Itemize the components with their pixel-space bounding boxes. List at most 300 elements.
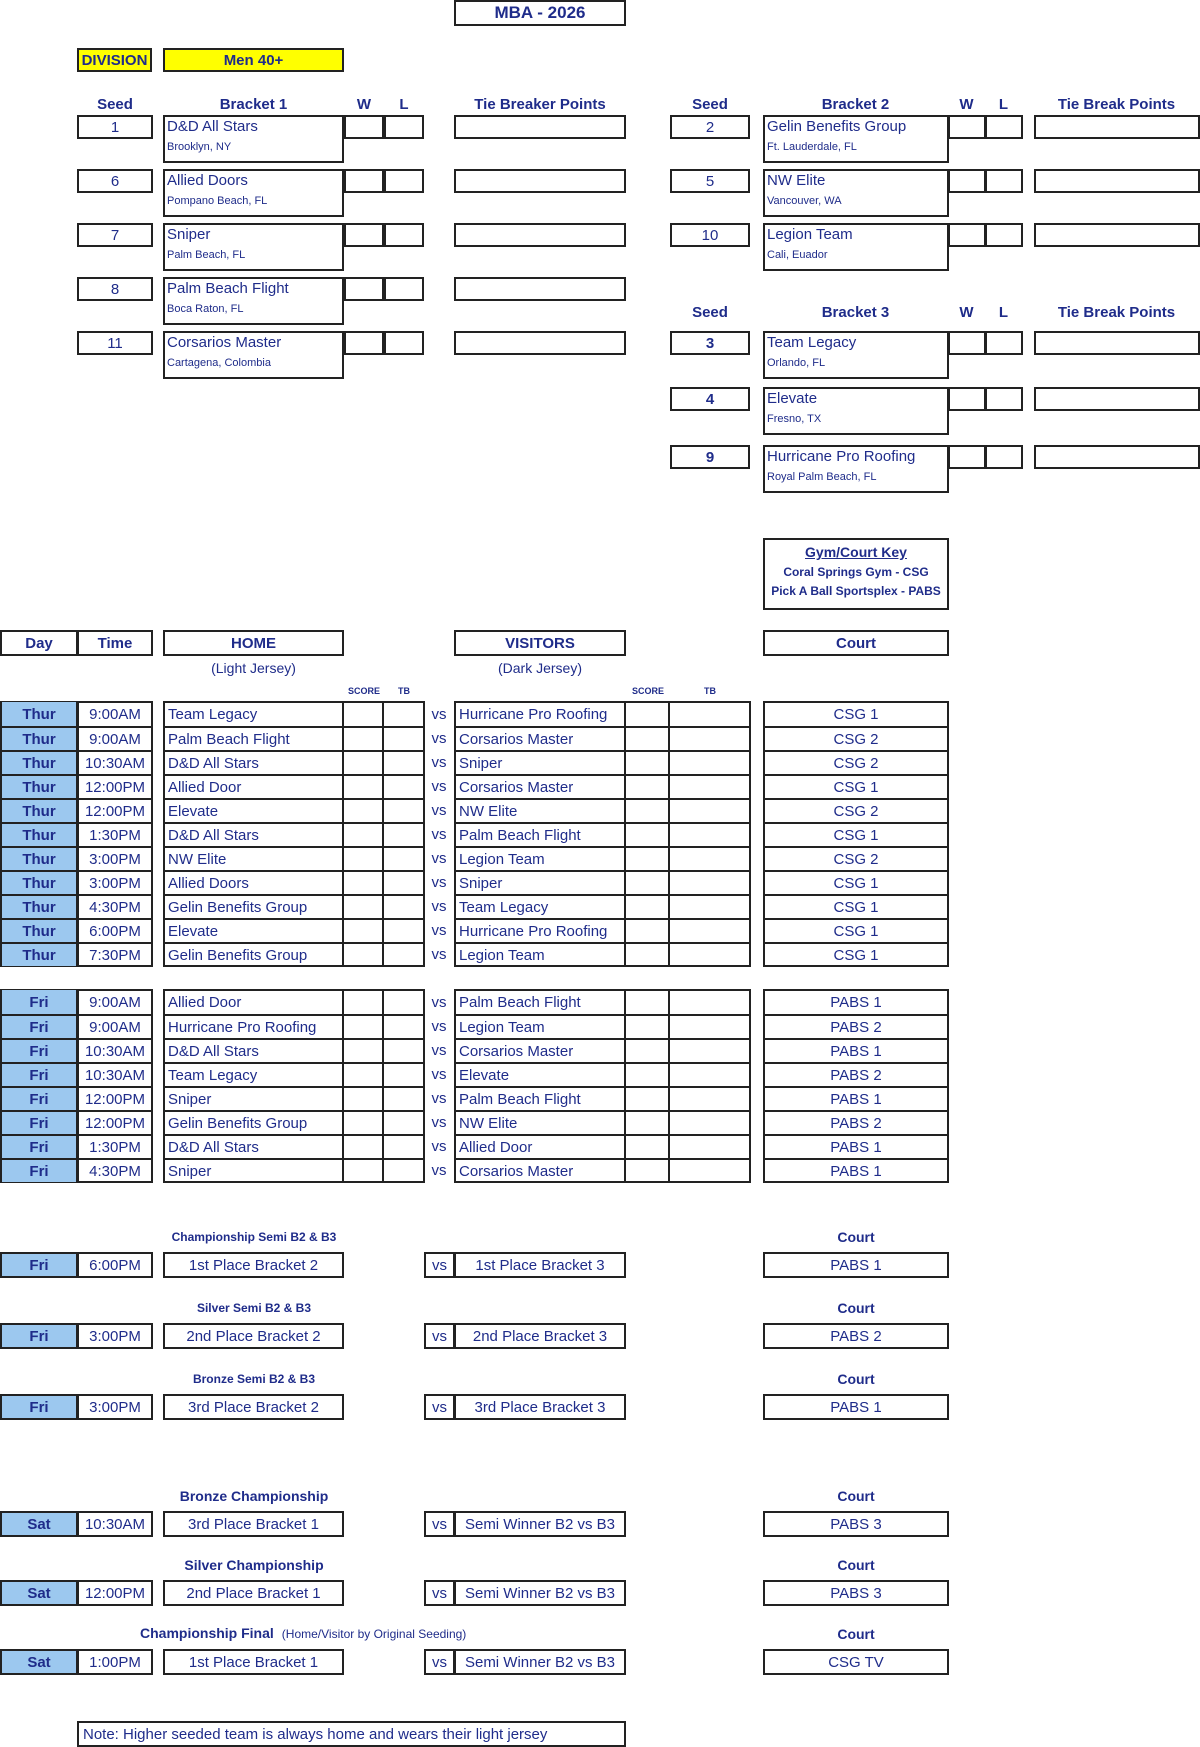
bracket3-name-header: Bracket 3	[821, 304, 890, 321]
bracket3-tie-header: Tie Break Points	[1057, 304, 1176, 321]
home-tb-input[interactable]	[382, 1134, 423, 1158]
playoff-day: Fri	[0, 1323, 78, 1349]
visitor-team: Hurricane Pro Roofing	[456, 918, 624, 942]
playoff-time: 6:00PM	[77, 1252, 153, 1278]
bracket3-seed-header: Seed	[692, 304, 728, 321]
vs-label: vs	[431, 1161, 447, 1179]
vs-label: vs	[431, 873, 447, 891]
team-cell	[163, 115, 344, 163]
vs-label: vs	[424, 1649, 455, 1675]
visitor-tb-input[interactable]	[668, 942, 749, 966]
home-score-input[interactable]	[342, 990, 384, 1014]
visitor-tb-input[interactable]	[668, 846, 749, 870]
wins-input[interactable]	[948, 331, 986, 355]
losses-input[interactable]	[985, 387, 1023, 411]
game-court: CSG 2	[765, 726, 947, 750]
game-day: Thur	[2, 870, 76, 894]
game-day: Thur	[2, 726, 76, 750]
home-team: Elevate	[165, 918, 344, 942]
playoff-title-group	[140, 1625, 580, 1643]
home-tb-input[interactable]	[382, 774, 423, 798]
playoff-court: PABS 2	[763, 1323, 949, 1349]
team-cell	[763, 445, 949, 493]
playoff-title: Silver Semi B2 & B3	[196, 1301, 312, 1315]
visitor-score-input[interactable]	[624, 1038, 670, 1062]
game-court: PABS 1	[765, 1038, 947, 1062]
tie-break-points-input[interactable]	[454, 331, 626, 355]
visitor-tb-input[interactable]	[668, 1062, 749, 1086]
game-day: Thur	[2, 798, 76, 822]
visitor-score-input[interactable]	[624, 846, 670, 870]
team-name: Team Legacy	[767, 334, 857, 351]
playoff-court: PABS 3	[763, 1511, 949, 1537]
team-location: Fresno, TX	[767, 413, 822, 425]
visitor-tb-input[interactable]	[668, 1134, 749, 1158]
playoff-day: Fri	[0, 1252, 78, 1278]
team-cell	[163, 331, 344, 379]
home-score-input[interactable]	[342, 894, 384, 918]
home-score-input[interactable]	[342, 702, 384, 726]
playoff-court-label: Court	[837, 1229, 875, 1245]
playoff-day: Sat	[0, 1511, 78, 1537]
team-cell	[763, 387, 949, 435]
home-tb-input[interactable]	[382, 1062, 423, 1086]
team-name: NW Elite	[767, 172, 826, 189]
visitor-tb-input[interactable]	[668, 1014, 749, 1038]
vs-label: vs	[431, 993, 447, 1011]
team-location: Boca Raton, FL	[167, 303, 244, 315]
wins-input[interactable]	[948, 445, 986, 469]
game-day: Fri	[2, 1158, 76, 1182]
seed-cell: 7	[77, 223, 153, 247]
team-cell	[163, 223, 344, 271]
playoff-home: 3rd Place Bracket 2	[163, 1394, 344, 1420]
team-location: Ft. Lauderdale, FL	[767, 141, 857, 153]
home-score-input[interactable]	[342, 1062, 384, 1086]
game-time: 1:30PM	[79, 1134, 151, 1158]
visitor-team: Elevate	[456, 1062, 624, 1086]
team-location: Palm Beach, FL	[167, 249, 246, 261]
team-name: Hurricane Pro Roofing	[767, 448, 916, 465]
team-cell	[163, 277, 344, 325]
visitor-score-input[interactable]	[624, 990, 670, 1014]
home-tb-input[interactable]	[382, 942, 423, 966]
vs-label: vs	[431, 897, 447, 915]
game-court: CSG 2	[765, 750, 947, 774]
home-score-input[interactable]	[342, 846, 384, 870]
game-court: CSG 1	[833, 705, 879, 723]
playoff-home: 3rd Place Bracket 1	[163, 1511, 344, 1537]
visitor-score-input[interactable]	[624, 870, 670, 894]
wins-input[interactable]	[948, 387, 986, 411]
playoff-visitor: Semi Winner B2 vs B3	[454, 1511, 626, 1537]
losses-input[interactable]	[384, 169, 424, 193]
game-day: Fri	[2, 1110, 76, 1134]
court-key-line-csg: Coral Springs Gym - CSG	[783, 565, 929, 579]
game-time: 12:00PM	[79, 798, 151, 822]
team-name: Legion Team	[767, 226, 853, 243]
visitor-tb-input[interactable]	[668, 1086, 749, 1110]
team-location: Cartagena, Colombia	[167, 357, 271, 369]
team-location: Pompano Beach, FL	[167, 195, 268, 207]
game-day: Fri	[2, 1038, 76, 1062]
wins-input[interactable]	[948, 115, 986, 139]
visitor-score-input[interactable]	[624, 1110, 670, 1134]
home-team: Gelin Benefits Group	[165, 1110, 344, 1134]
playoff-day: Fri	[0, 1394, 78, 1420]
visitor-tb-input[interactable]	[668, 990, 749, 1014]
game-time: 10:30AM	[79, 1062, 151, 1086]
home-tb-input[interactable]	[382, 870, 423, 894]
seed-cell: 4	[670, 387, 750, 411]
bracket3-l-header: L	[998, 304, 1009, 321]
home-team: Team Legacy	[168, 705, 258, 723]
visitor-tb-input[interactable]	[668, 822, 749, 846]
home-tb-input[interactable]	[382, 750, 423, 774]
vs-label: vs	[424, 1580, 455, 1606]
home-score-input[interactable]	[342, 918, 384, 942]
vs-label: vs	[431, 1137, 447, 1155]
playoff-visitor: 2nd Place Bracket 3	[454, 1323, 626, 1349]
team-location: Vancouver, WA	[767, 195, 842, 207]
losses-input[interactable]	[985, 169, 1023, 193]
visitor-score-header: SCORE	[631, 686, 664, 696]
playoff-visitor: 3rd Place Bracket 3	[454, 1394, 626, 1420]
playoff-time: 10:30AM	[77, 1511, 153, 1537]
visitor-tb-input[interactable]	[668, 774, 749, 798]
playoff-title: Championship Final	[140, 1625, 274, 1641]
losses-input[interactable]	[384, 277, 424, 301]
home-score-input[interactable]	[342, 1038, 384, 1062]
game-time: 4:30PM	[79, 894, 151, 918]
game-court: CSG 2	[765, 846, 947, 870]
home-tb-input[interactable]	[382, 1014, 423, 1038]
playoff-court-label: Court	[837, 1557, 875, 1573]
vs-label: vs	[431, 921, 447, 939]
playoff-time: 3:00PM	[77, 1394, 153, 1420]
bracket1-seed-header: Seed	[97, 96, 133, 113]
losses-input[interactable]	[384, 331, 424, 355]
losses-input[interactable]	[985, 223, 1023, 247]
vs-label: vs	[431, 753, 447, 771]
game-court: CSG 1	[765, 918, 947, 942]
tie-break-points-input[interactable]	[454, 277, 626, 301]
playoff-time: 1:00PM	[77, 1649, 153, 1675]
vs-label: vs	[424, 1394, 455, 1420]
seed-cell: 10	[670, 223, 750, 247]
visitor-score-input[interactable]	[624, 774, 670, 798]
losses-input[interactable]	[384, 223, 424, 247]
home-jersey-note: (Light Jersey)	[211, 660, 296, 676]
visitor-team: Corsarios Master	[456, 774, 624, 798]
visitor-tb-input[interactable]	[668, 726, 749, 750]
game-court: CSG 1	[765, 822, 947, 846]
team-name: Palm Beach Flight	[167, 280, 289, 297]
vs-label: vs	[431, 1113, 447, 1131]
visitor-score-input[interactable]	[624, 942, 670, 966]
visitor-team: Sniper	[456, 750, 624, 774]
bracket2-tie-header: Tie Break Points	[1057, 96, 1176, 113]
visitor-tb-input[interactable]	[668, 750, 749, 774]
home-score-input[interactable]	[342, 1134, 384, 1158]
visitor-score-input[interactable]	[624, 1014, 670, 1038]
playoff-time: 3:00PM	[77, 1323, 153, 1349]
visitor-tb-input[interactable]	[668, 870, 749, 894]
visitor-team: NW Elite	[456, 798, 624, 822]
visitor-score-input[interactable]	[624, 726, 670, 750]
game-court: CSG 1	[765, 942, 947, 966]
wins-input[interactable]	[344, 115, 384, 139]
home-team: Gelin Benefits Group	[165, 942, 344, 966]
game-court: PABS 1	[830, 993, 882, 1011]
team-cell	[763, 223, 949, 271]
vs-label: vs	[431, 1089, 447, 1107]
home-tb-input[interactable]	[382, 990, 423, 1014]
vs-label: vs	[431, 825, 447, 843]
team-name: Corsarios Master	[167, 334, 282, 351]
visitor-score-input[interactable]	[624, 1158, 670, 1182]
team-name: Allied Doors	[167, 172, 248, 189]
game-day: Thur	[2, 942, 76, 966]
home-tb-header: TB	[398, 686, 410, 696]
visitor-team: Legion Team	[456, 846, 624, 870]
home-team: Palm Beach Flight	[165, 726, 344, 750]
home-tb-input[interactable]	[382, 918, 423, 942]
visitor-team: Corsarios Master	[456, 726, 624, 750]
vs-label: vs	[424, 1511, 455, 1537]
home-score-input[interactable]	[342, 798, 384, 822]
game-day: Fri	[2, 990, 76, 1014]
schedule-home-header: HOME	[163, 630, 344, 656]
visitor-team: NW Elite	[456, 1110, 624, 1134]
losses-input[interactable]	[384, 115, 424, 139]
visitor-score-input[interactable]	[624, 750, 670, 774]
home-tb-input[interactable]	[382, 798, 423, 822]
visitor-tb-input[interactable]	[668, 894, 749, 918]
visitor-team: Sniper	[456, 870, 624, 894]
vs-label: vs	[431, 1017, 447, 1035]
game-day: Thur	[2, 822, 76, 846]
game-court: PABS 2	[765, 1062, 947, 1086]
team-cell	[163, 169, 344, 217]
court-key-line-pabs: Pick A Ball Sportsplex - PABS	[771, 584, 941, 598]
visitor-team: Palm Beach Flight	[456, 1086, 624, 1110]
home-score-input[interactable]	[342, 822, 384, 846]
playoff-visitor: Semi Winner B2 vs B3	[454, 1649, 626, 1675]
home-team: Sniper	[165, 1086, 344, 1110]
footer-note: Note: Higher seeded team is always home and wears their light jersey	[77, 1721, 626, 1747]
tie-break-points-input[interactable]	[1034, 169, 1200, 193]
home-team: Elevate	[165, 798, 344, 822]
game-time: 6:00PM	[79, 918, 151, 942]
game-court: PABS 1	[765, 1134, 947, 1158]
bracket1-l-header: L	[399, 96, 409, 113]
visitor-tb-input[interactable]	[668, 1158, 749, 1182]
home-score-input[interactable]	[342, 1158, 384, 1182]
visitor-score-input[interactable]	[624, 798, 670, 822]
vs-label: vs	[431, 1041, 447, 1059]
visitor-team: Allied Door	[456, 1134, 624, 1158]
game-day: Fri	[2, 1062, 76, 1086]
game-court: CSG 2	[765, 798, 947, 822]
visitor-score-input[interactable]	[624, 1134, 670, 1158]
page-title: MBA - 2026	[454, 0, 626, 26]
visitor-tb-input[interactable]	[668, 702, 749, 726]
game-time: 10:30AM	[79, 750, 151, 774]
playoff-day: Sat	[0, 1649, 78, 1675]
tie-break-points-input[interactable]	[454, 115, 626, 139]
tie-break-points-input[interactable]	[454, 169, 626, 193]
playoff-day: Sat	[0, 1580, 78, 1606]
playoff-visitor: 1st Place Bracket 3	[454, 1252, 626, 1278]
vs-label: vs	[431, 1065, 447, 1083]
vs-label: vs	[431, 801, 447, 819]
visitor-score-input[interactable]	[624, 822, 670, 846]
playoff-visitor: Semi Winner B2 vs B3	[454, 1580, 626, 1606]
playoff-court-label: Court	[837, 1371, 875, 1387]
wins-input[interactable]	[948, 223, 986, 247]
home-team: Gelin Benefits Group	[165, 894, 344, 918]
home-tb-input[interactable]	[382, 1158, 423, 1182]
playoff-court-label: Court	[837, 1300, 875, 1316]
playoff-court: PABS 3	[763, 1580, 949, 1606]
game-day: Thur	[2, 774, 76, 798]
visitor-tb-input[interactable]	[668, 1038, 749, 1062]
vs-label: vs	[424, 1252, 455, 1278]
team-name: Elevate	[767, 390, 818, 407]
game-time: 1:30PM	[79, 822, 151, 846]
game-day: Fri	[2, 1134, 76, 1158]
home-score-input[interactable]	[342, 1014, 384, 1038]
home-team: D&D All Stars	[165, 750, 344, 774]
home-team: D&D All Stars	[165, 822, 344, 846]
home-tb-input[interactable]	[382, 846, 423, 870]
wins-input[interactable]	[344, 169, 384, 193]
visitor-score-input[interactable]	[624, 702, 670, 726]
visitors-jersey-note: (Dark Jersey)	[497, 660, 582, 676]
playoff-home: 2nd Place Bracket 1	[163, 1580, 344, 1606]
losses-input[interactable]	[985, 331, 1023, 355]
home-tb-input[interactable]	[382, 894, 423, 918]
tie-break-points-input[interactable]	[1034, 115, 1200, 139]
playoff-court: CSG TV	[763, 1649, 949, 1675]
tie-break-points-input[interactable]	[1034, 331, 1200, 355]
home-tb-input[interactable]	[382, 1086, 423, 1110]
seed-cell: 3	[670, 331, 750, 355]
visitor-score-input[interactable]	[624, 1086, 670, 1110]
playoff-title: Championship Semi B2 & B3	[171, 1230, 337, 1244]
home-score-input[interactable]	[342, 774, 384, 798]
home-tb-input[interactable]	[382, 822, 423, 846]
visitor-score-input[interactable]	[624, 918, 670, 942]
team-location: Royal Palm Beach, FL	[767, 471, 877, 483]
seed-cell: 6	[77, 169, 153, 193]
schedule-visitors-header: VISITORS	[454, 630, 626, 656]
game-time: 12:00PM	[79, 1086, 151, 1110]
playoff-court: PABS 1	[763, 1394, 949, 1420]
home-score-input[interactable]	[342, 1086, 384, 1110]
game-time: 12:00PM	[79, 1110, 151, 1134]
game-court: PABS 1	[765, 1158, 947, 1182]
game-court: CSG 1	[765, 774, 947, 798]
game-day: Thur	[2, 894, 76, 918]
wins-input[interactable]	[344, 223, 384, 247]
home-tb-input[interactable]	[382, 702, 423, 726]
playoff-court-label: Court	[837, 1626, 875, 1642]
tie-break-points-input[interactable]	[454, 223, 626, 247]
playoff-title: Bronze Semi B2 & B3	[192, 1372, 316, 1386]
visitor-score-input[interactable]	[624, 894, 670, 918]
team-location: Orlando, FL	[767, 357, 826, 369]
vs-label: vs	[431, 705, 447, 723]
vs-label: vs	[431, 945, 447, 963]
team-cell	[763, 115, 949, 163]
tie-break-points-input[interactable]	[1034, 223, 1200, 247]
playoff-time: 12:00PM	[77, 1580, 153, 1606]
playoff-court: PABS 1	[763, 1252, 949, 1278]
game-day: Thur	[2, 918, 76, 942]
game-day: Thur	[2, 846, 76, 870]
playoff-home: 1st Place Bracket 2	[163, 1252, 344, 1278]
game-time: 9:00AM	[89, 993, 141, 1011]
home-score-input[interactable]	[342, 726, 384, 750]
wins-input[interactable]	[344, 331, 384, 355]
visitor-team: Hurricane Pro Roofing	[459, 705, 608, 723]
visitor-team: Legion Team	[456, 1014, 624, 1038]
losses-input[interactable]	[985, 115, 1023, 139]
home-tb-input[interactable]	[382, 1038, 423, 1062]
losses-input[interactable]	[985, 445, 1023, 469]
game-day: Fri	[2, 1086, 76, 1110]
game-time: 12:00PM	[79, 774, 151, 798]
home-score-header: SCORE	[347, 686, 380, 696]
home-team: Allied Door	[168, 993, 242, 1011]
court-key-title: Gym/Court Key	[805, 544, 907, 560]
bracket2-seed-header: Seed	[692, 96, 728, 113]
home-score-input[interactable]	[342, 942, 384, 966]
visitor-team: Legion Team	[456, 942, 624, 966]
game-time: 3:00PM	[79, 870, 151, 894]
home-score-input[interactable]	[342, 1110, 384, 1134]
vs-label: vs	[431, 729, 447, 747]
tie-break-points-input[interactable]	[1034, 387, 1200, 411]
home-score-input[interactable]	[342, 750, 384, 774]
visitor-tb-input[interactable]	[668, 1110, 749, 1134]
home-tb-input[interactable]	[382, 1110, 423, 1134]
game-time: 9:00AM	[79, 726, 151, 750]
seed-cell: 9	[670, 445, 750, 469]
game-court: CSG 1	[765, 894, 947, 918]
visitor-score-input[interactable]	[624, 1062, 670, 1086]
game-court: PABS 2	[765, 1110, 947, 1134]
division-value: Men 40+	[163, 48, 344, 72]
wins-input[interactable]	[948, 169, 986, 193]
visitor-team: Corsarios Master	[456, 1158, 624, 1182]
game-day: Thur	[2, 702, 76, 726]
tie-break-points-input[interactable]	[1034, 445, 1200, 469]
visitor-tb-input[interactable]	[668, 798, 749, 822]
home-team: D&D All Stars	[165, 1038, 344, 1062]
home-tb-input[interactable]	[382, 726, 423, 750]
schedule-court-header: Court	[763, 630, 949, 656]
visitor-team: Corsarios Master	[456, 1038, 624, 1062]
home-team: NW Elite	[165, 846, 344, 870]
home-team: Team Legacy	[165, 1062, 344, 1086]
home-score-input[interactable]	[342, 870, 384, 894]
visitor-tb-input[interactable]	[668, 918, 749, 942]
wins-input[interactable]	[344, 277, 384, 301]
bracket2-w-header: W	[959, 96, 974, 113]
